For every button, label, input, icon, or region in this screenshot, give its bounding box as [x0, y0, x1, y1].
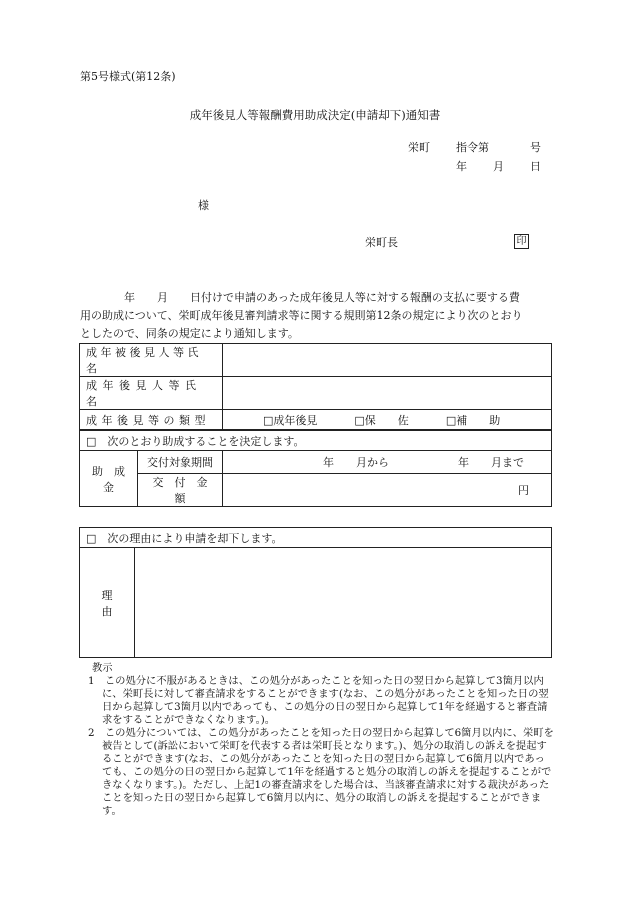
issuer: 栄町長 [365, 236, 398, 249]
reject-decision-header[interactable]: □ 次の理由により申請を却下します。 [80, 528, 552, 548]
notes-heading: 教示 [92, 662, 113, 674]
doc-number-prefix: 指令第 [456, 141, 489, 154]
info-table [79, 343, 552, 430]
doc-number-town: 栄町 [408, 141, 430, 154]
body-line-3: としたので、同条の規定により通知します。 [80, 327, 299, 340]
option-guardianship[interactable]: □成年後見 [263, 413, 318, 427]
grant-table [79, 430, 552, 507]
grant-decision-header[interactable]: □ 次のとおり助成することを決定します。 [80, 431, 552, 451]
addressee-suffix: 様 [198, 199, 209, 212]
note-item-2: 2 この処分については、この処分があったことを知った日の翌日から起算して6箇月以内に、栄町を被告として(訴訟において栄町を代表する者は栄町長となります。)、処分の取消しの訴えを提起することができます(なお、この処分があったことを知った日の翌日から起算して6箇月以内であっても、この処分の日の翌日から起算して1年を経過すると処分の取消しの訴えを提起することができなくなります。)。ただし、上記1の審査請求をした場合は、当該審査請求に対する裁決があったことを知った日の翌日から起算して6箇月以内に、処分の取消しの訴えを提起することができます。 [88, 727, 554, 817]
label-guardianship-type: 成年後見等の類型 [80, 410, 223, 430]
label-reason: 理 由 [80, 548, 135, 658]
form-number: 第5号様式(第12条) [80, 70, 176, 83]
label-period: 交付対象期間 [138, 451, 223, 474]
date-day: 日 [530, 160, 541, 173]
table-row [80, 528, 552, 548]
reason-field[interactable] [135, 548, 552, 658]
option-curatorship[interactable]: □保 佐 [354, 413, 409, 427]
instruction-notes [80, 662, 555, 818]
date-month: 月 [493, 160, 504, 173]
date-year: 年 [456, 160, 467, 173]
table-row [80, 410, 552, 430]
page-title: 成年後見人等報酬費用助成決定(申請却下)通知書 [189, 108, 441, 122]
label-amount: 交 付 金 額 [138, 474, 223, 507]
guardianship-type-options [223, 410, 552, 430]
ward-name-field[interactable] [223, 344, 552, 377]
label-guardian-name: 成年後見人等氏名 [80, 377, 223, 410]
seal-mark: 印 [514, 234, 529, 249]
table-row [80, 548, 552, 658]
table-row [80, 474, 552, 507]
amount-field[interactable]: 円 [223, 474, 552, 507]
option-assistance[interactable]: □補 助 [445, 413, 501, 427]
body-line-1: 年 月 日付けで申請のあった成年後見人等に対する報酬の支払に要する費 [124, 291, 520, 304]
table-row [80, 431, 552, 451]
period-from: 年 月から [323, 456, 389, 469]
doc-number-suffix: 号 [530, 141, 541, 154]
period-to: 年 月まで [458, 456, 524, 469]
table-row [80, 344, 552, 377]
body-line-2: 用の助成について、栄町成年後見審判請求等に関する規則第12条の規定により次のとおり [80, 309, 523, 322]
table-row [80, 377, 552, 410]
note-item-1: 1 この処分に不服があるときは、この処分があったことを知った日の翌日から起算して3箇月以内に、栄町長に対して審査請求をすることができます(なお、この処分があったことを知った日の翌日から起算して3箇月以内であっても、この処分の日の翌日から起算して1年を経過すると審査請求をすることができなくなります。)。 [88, 675, 549, 726]
guardian-name-field[interactable] [223, 377, 552, 410]
period-field[interactable] [223, 451, 552, 474]
table-row [80, 451, 552, 474]
reject-table [79, 527, 552, 658]
grant-group-label: 助 成 金 [80, 451, 138, 507]
label-ward-name: 成年被後見人等氏名 [80, 344, 223, 377]
